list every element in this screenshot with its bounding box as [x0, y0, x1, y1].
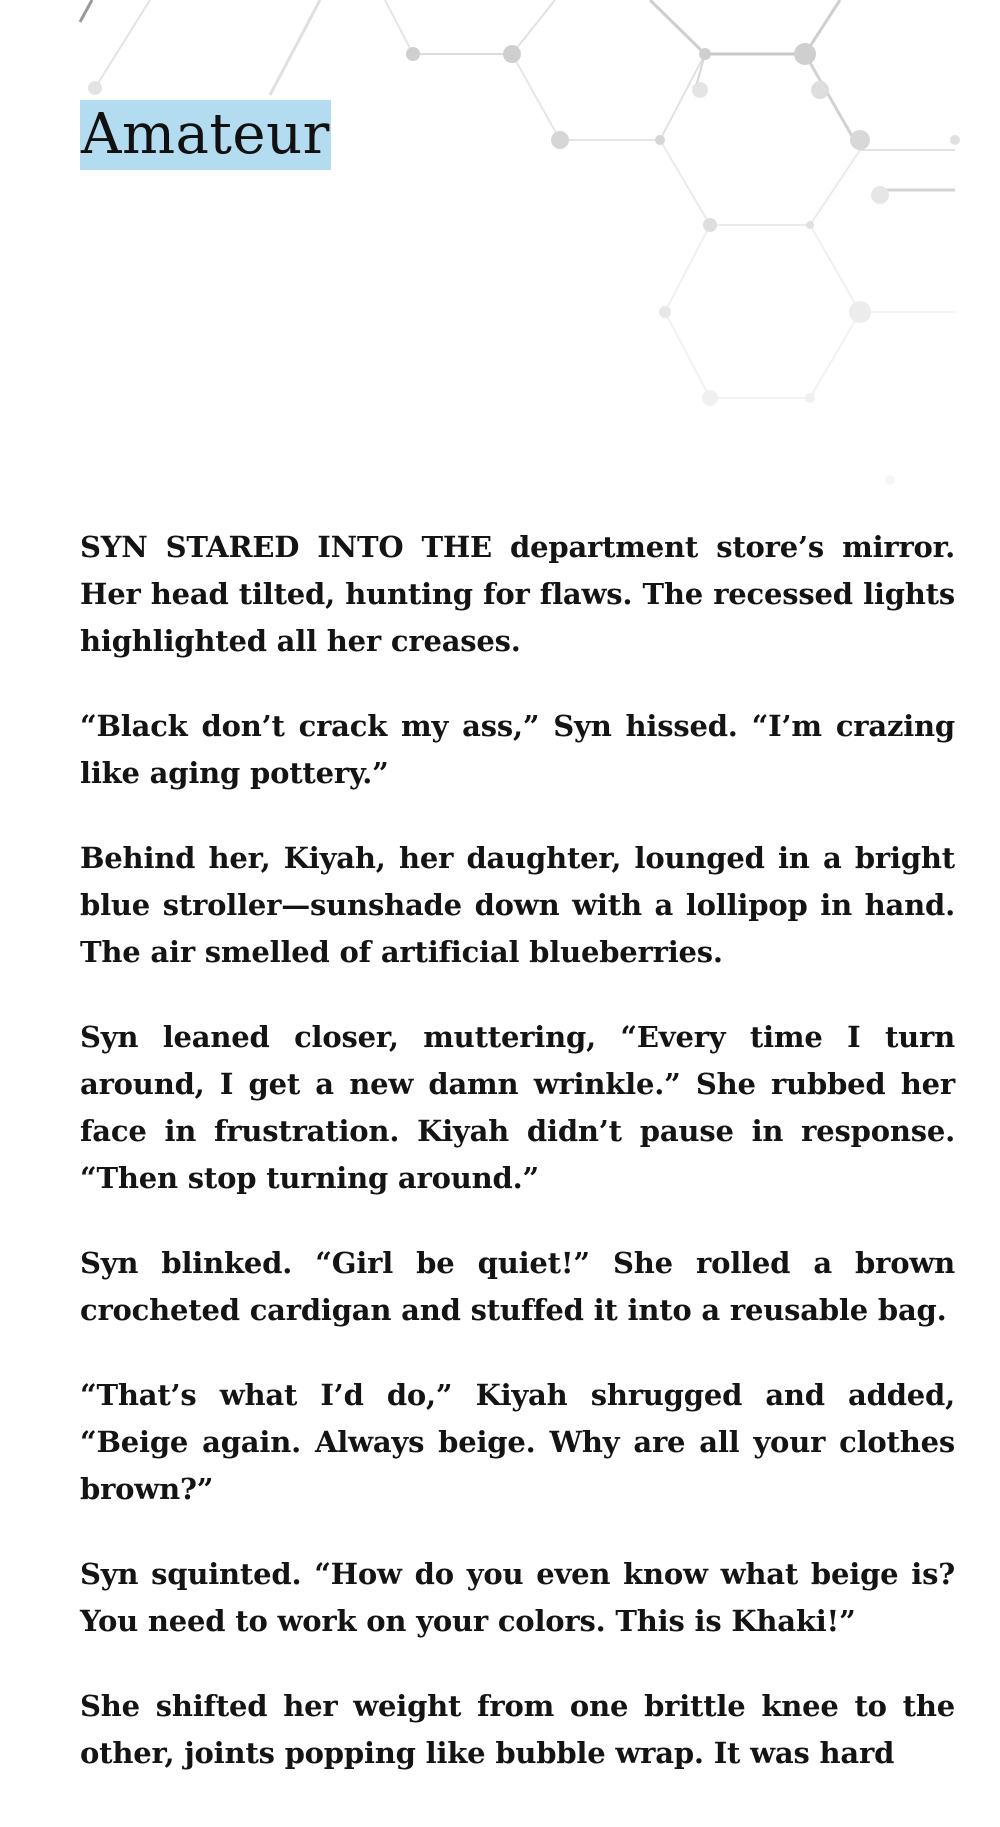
chapter-title[interactable]: Amateur [80, 100, 331, 170]
paragraph-lead-caps: SYN STARED INTO THE [80, 530, 492, 564]
paragraph: “Black don’t crack my ass,” Syn hissed. “I’m crazing like aging pottery.” [80, 709, 955, 790]
chapter-body [80, 524, 955, 1815]
chapter-heading [80, 100, 331, 170]
paragraph: She shifted her weight from one brittle knee to the other, joints popping like bubble wrap. It was hard [80, 1689, 955, 1770]
paragraph-text: department store’s mirror. Her head tilted, hunting for flaws. The recessed lights highlighted all her creases. [80, 530, 955, 658]
hexagon-pattern-decoration [0, 0, 1000, 500]
paragraph [80, 524, 955, 665]
paragraph: Syn blinked. “Girl be quiet!” She rolled a brown crocheted cardigan and stuffed it into a reusable bag. [80, 1246, 955, 1327]
paragraph: Syn squinted. “How do you even know what beige is? You need to work on your colors. This is Khaki!” [80, 1557, 955, 1638]
paragraph: “That’s what I’d do,” Kiyah shrugged and added, “Beige again. Always beige. Why are all your clothes brown?” [80, 1378, 955, 1506]
paragraph: Behind her, Kiyah, her daughter, lounged in a bright blue stroller—sunshade down with a lollipop in hand. The air smelled of artificial blueberries. [80, 841, 955, 969]
paragraph: Syn leaned closer, muttering, “Every time I turn around, I get a new damn wrinkle.” She rubbed her face in frustration. Kiyah didn’t pause in response. “Then stop turning around.” [80, 1020, 955, 1195]
